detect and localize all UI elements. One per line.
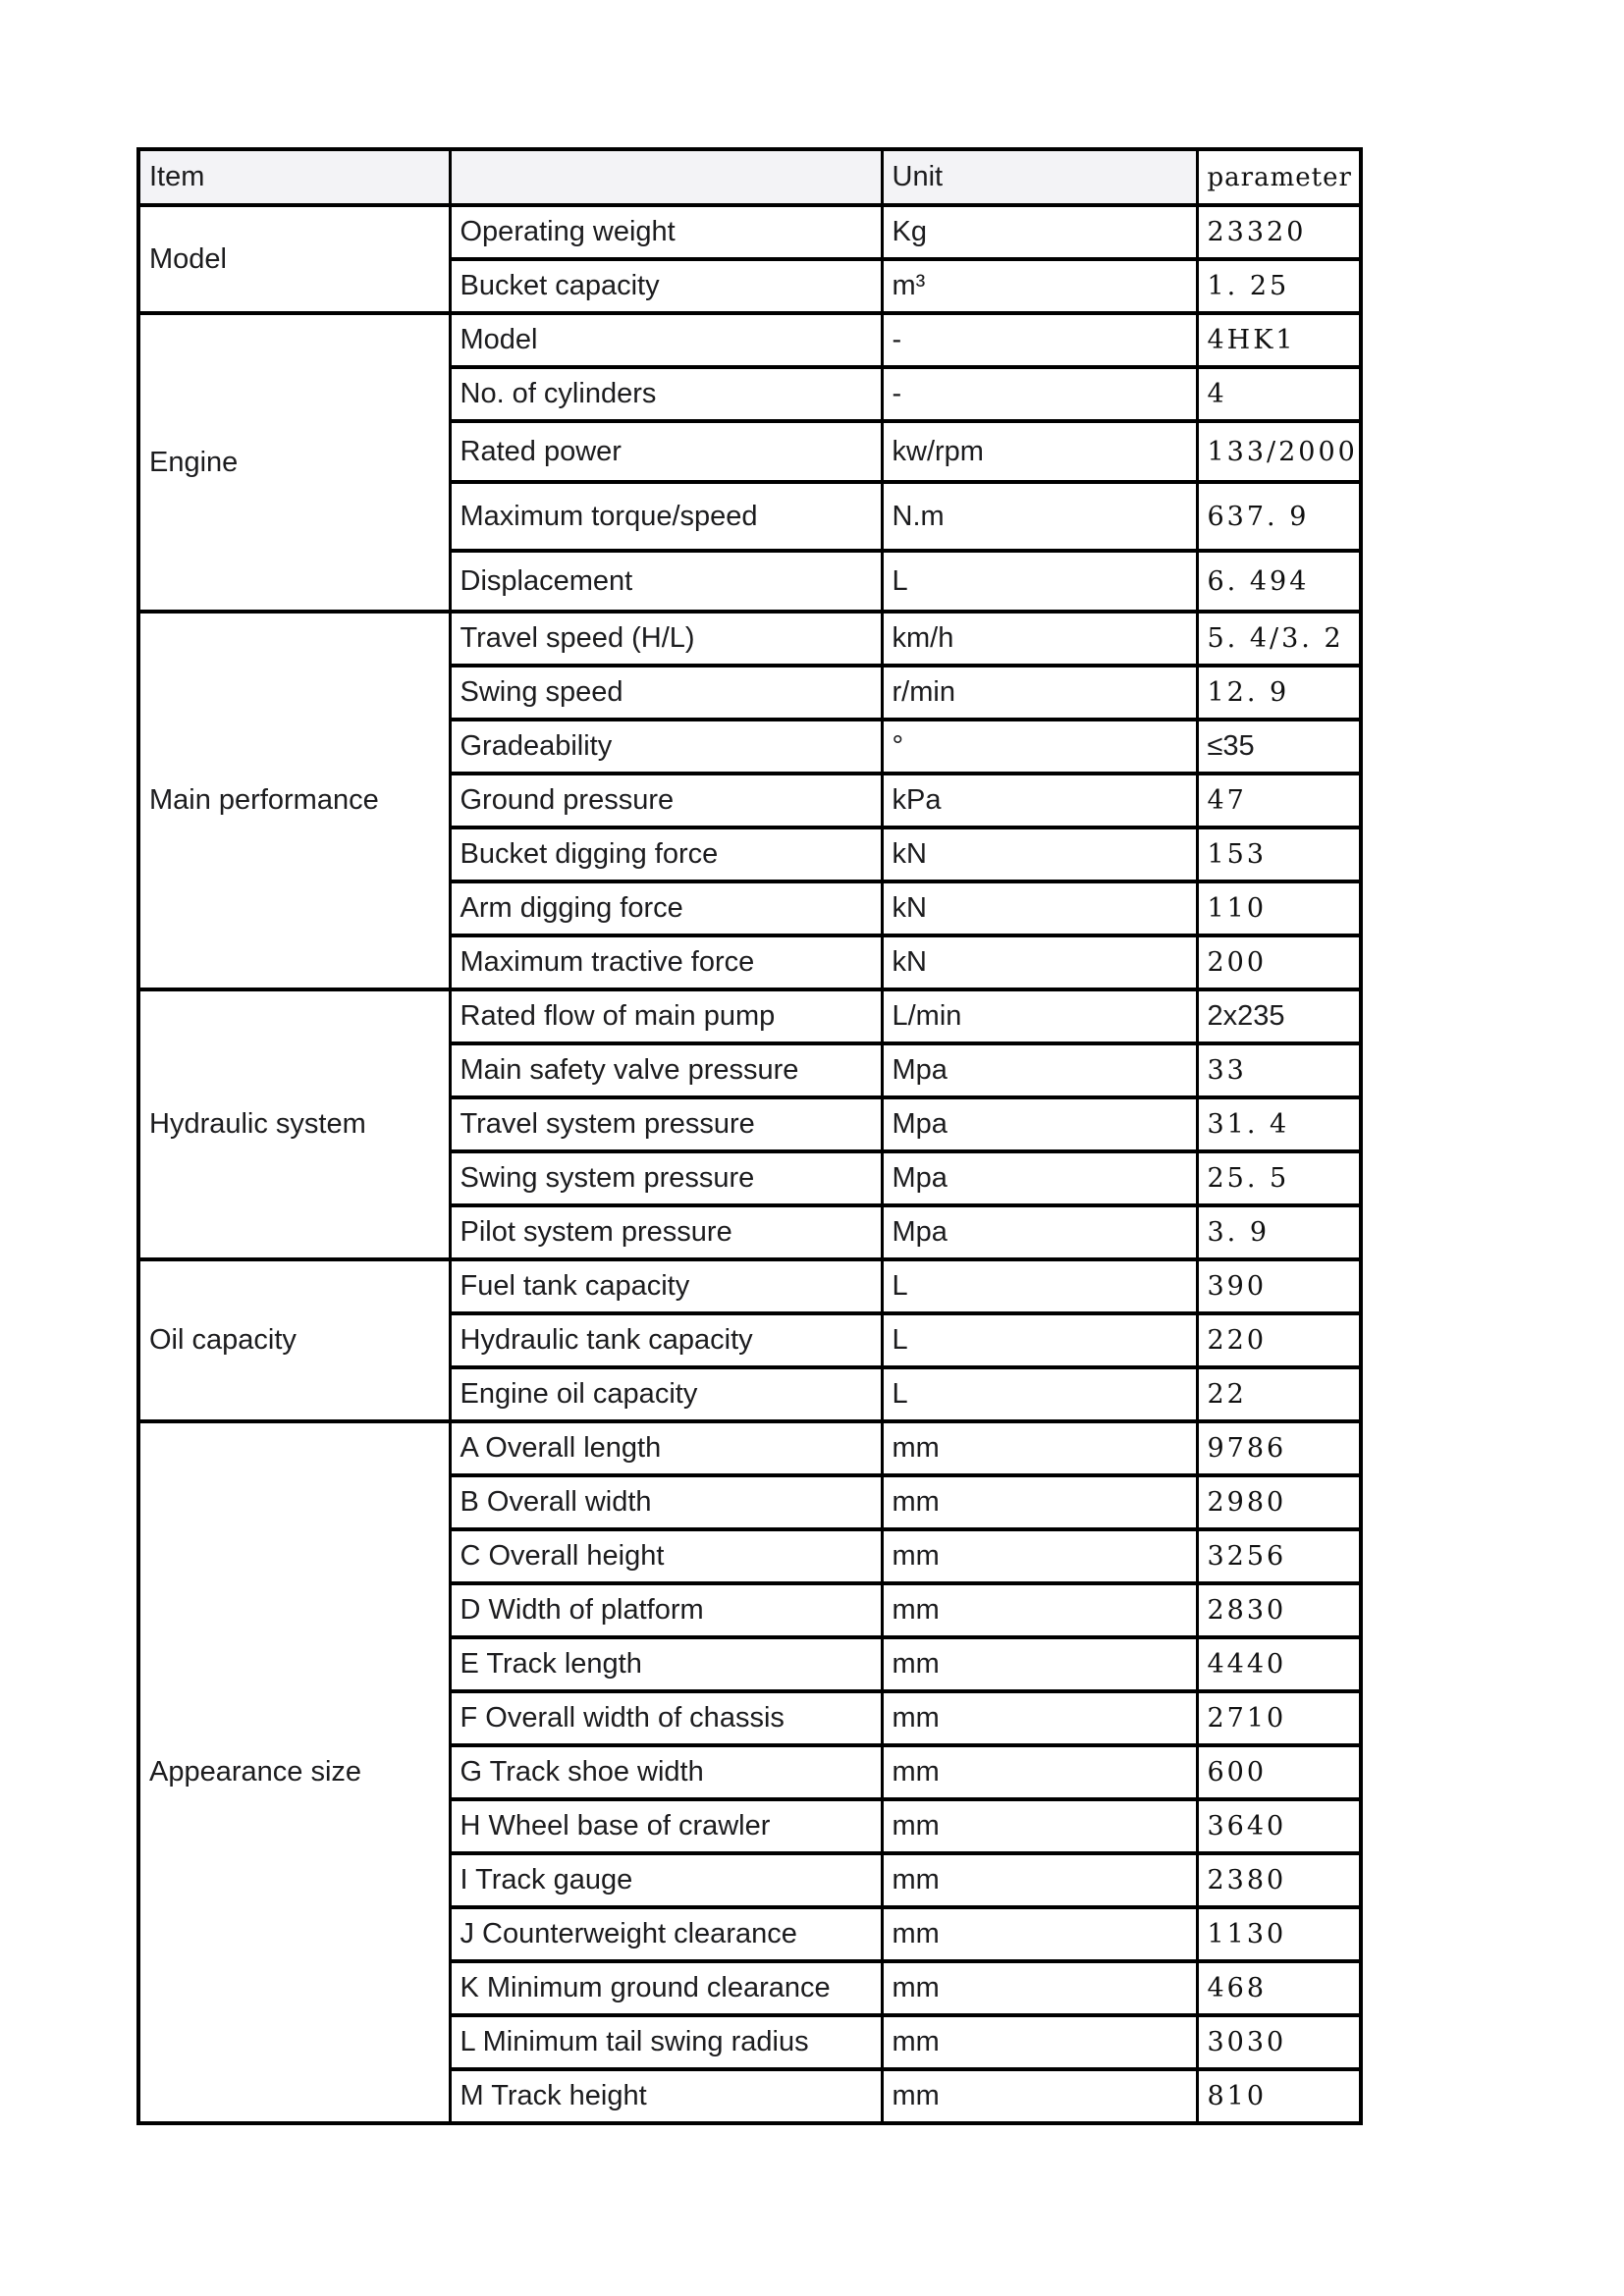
row-value: 25. 5: [1197, 1151, 1361, 1205]
row-value: 3. 9: [1197, 1205, 1361, 1259]
row-label: L Minimum tail swing radius: [450, 2015, 882, 2069]
row-unit: -: [882, 367, 1197, 421]
row-value: 2830: [1197, 1583, 1361, 1637]
row-value: 110: [1197, 881, 1361, 935]
row-label: D Width of platform: [450, 1583, 882, 1637]
section-label-main-performance: Main performance: [138, 612, 450, 989]
row-label: C Overall height: [450, 1529, 882, 1583]
col-header-item: Item: [138, 149, 450, 205]
table-row: [138, 313, 1361, 367]
row-value: 133/2000: [1197, 421, 1361, 482]
row-value: 390: [1197, 1259, 1361, 1313]
row-unit: °: [882, 720, 1197, 774]
row-label: H Wheel base of crawler: [450, 1799, 882, 1853]
section-label-model: Model: [138, 205, 450, 313]
spec-table: [136, 147, 1363, 2125]
row-unit: mm: [882, 1799, 1197, 1853]
row-label: Arm digging force: [450, 881, 882, 935]
row-unit: N.m: [882, 482, 1197, 551]
row-unit: mm: [882, 2015, 1197, 2069]
row-unit: kPa: [882, 774, 1197, 828]
row-value: 5. 4/3. 2: [1197, 612, 1361, 666]
row-label: Model: [450, 313, 882, 367]
row-label: Hydraulic tank capacity: [450, 1313, 882, 1367]
row-label: Bucket digging force: [450, 828, 882, 881]
row-value: 153: [1197, 828, 1361, 881]
row-label: Rated flow of main pump: [450, 989, 882, 1043]
row-unit: L: [882, 1367, 1197, 1421]
row-unit: mm: [882, 1961, 1197, 2015]
row-label: Main safety valve pressure: [450, 1043, 882, 1097]
row-unit: mm: [882, 2069, 1197, 2123]
row-label: Travel speed (H/L): [450, 612, 882, 666]
row-label: Maximum tractive force: [450, 935, 882, 989]
row-label: Pilot system pressure: [450, 1205, 882, 1259]
row-value: 468: [1197, 1961, 1361, 2015]
row-unit: L: [882, 1313, 1197, 1367]
row-value: 31. 4: [1197, 1097, 1361, 1151]
row-value: ≤35: [1197, 720, 1361, 774]
row-value: 810: [1197, 2069, 1361, 2123]
row-value: 200: [1197, 935, 1361, 989]
row-unit: mm: [882, 1583, 1197, 1637]
row-unit: Mpa: [882, 1043, 1197, 1097]
row-value: 2980: [1197, 1475, 1361, 1529]
row-unit: -: [882, 313, 1197, 367]
row-label: B Overall width: [450, 1475, 882, 1529]
row-value: 47: [1197, 774, 1361, 828]
row-value: 2710: [1197, 1691, 1361, 1745]
row-unit: kN: [882, 828, 1197, 881]
row-label: No. of cylinders: [450, 367, 882, 421]
row-value: 600: [1197, 1745, 1361, 1799]
row-label: Displacement: [450, 551, 882, 612]
row-label: J Counterweight clearance: [450, 1907, 882, 1961]
row-unit: L/min: [882, 989, 1197, 1043]
table-row: [138, 612, 1361, 666]
col-header-unit: Unit: [882, 149, 1197, 205]
section-label-engine: Engine: [138, 313, 450, 612]
row-value: 3030: [1197, 2015, 1361, 2069]
row-unit: mm: [882, 1907, 1197, 1961]
row-label: Swing speed: [450, 666, 882, 720]
row-label: Swing system pressure: [450, 1151, 882, 1205]
row-value: 220: [1197, 1313, 1361, 1367]
row-value: 1130: [1197, 1907, 1361, 1961]
row-value: 4: [1197, 367, 1361, 421]
table-row: [138, 1259, 1361, 1313]
row-value: 2x235: [1197, 989, 1361, 1043]
row-unit: mm: [882, 1691, 1197, 1745]
row-value: 12. 9: [1197, 666, 1361, 720]
row-unit: kN: [882, 935, 1197, 989]
row-label: Rated power: [450, 421, 882, 482]
header-row: [138, 149, 1361, 205]
row-unit: km/h: [882, 612, 1197, 666]
row-unit: mm: [882, 1529, 1197, 1583]
row-value: 33: [1197, 1043, 1361, 1097]
section-label-oil-capacity: Oil capacity: [138, 1259, 450, 1421]
row-value: 2380: [1197, 1853, 1361, 1907]
row-label: M Track height: [450, 2069, 882, 2123]
row-value: 637. 9: [1197, 482, 1361, 551]
table-row: [138, 989, 1361, 1043]
table-row: [138, 1421, 1361, 1475]
row-unit: mm: [882, 1637, 1197, 1691]
row-value: 3256: [1197, 1529, 1361, 1583]
row-label: Bucket capacity: [450, 259, 882, 313]
section-label-hydraulic-system: Hydraulic system: [138, 989, 450, 1259]
row-label: A Overall length: [450, 1421, 882, 1475]
row-label: G Track shoe width: [450, 1745, 882, 1799]
row-unit: Kg: [882, 205, 1197, 259]
row-label: I Track gauge: [450, 1853, 882, 1907]
row-unit: Mpa: [882, 1097, 1197, 1151]
table-row: [138, 205, 1361, 259]
row-value: 3640: [1197, 1799, 1361, 1853]
row-unit: mm: [882, 1475, 1197, 1529]
row-label: Operating weight: [450, 205, 882, 259]
row-label: F Overall width of chassis: [450, 1691, 882, 1745]
row-value: 1. 25: [1197, 259, 1361, 313]
row-unit: Mpa: [882, 1151, 1197, 1205]
row-label: Maximum torque/speed: [450, 482, 882, 551]
row-unit: Mpa: [882, 1205, 1197, 1259]
row-value: 9786: [1197, 1421, 1361, 1475]
row-label: Travel system pressure: [450, 1097, 882, 1151]
row-value: 23320: [1197, 205, 1361, 259]
row-value: 4HK1: [1197, 313, 1361, 367]
section-label-appearance-size: Appearance size: [138, 1421, 450, 2123]
row-label: Fuel tank capacity: [450, 1259, 882, 1313]
row-unit: kN: [882, 881, 1197, 935]
row-unit: L: [882, 551, 1197, 612]
row-value: 6. 494: [1197, 551, 1361, 612]
col-header-sub-item: [450, 149, 882, 205]
row-unit: mm: [882, 1745, 1197, 1799]
row-unit: kw/rpm: [882, 421, 1197, 482]
col-header-parameter: parameter: [1197, 149, 1361, 205]
row-label: E Track length: [450, 1637, 882, 1691]
row-value: 4440: [1197, 1637, 1361, 1691]
row-unit: r/min: [882, 666, 1197, 720]
row-label: Ground pressure: [450, 774, 882, 828]
row-value: 22: [1197, 1367, 1361, 1421]
row-unit: mm: [882, 1421, 1197, 1475]
row-unit: L: [882, 1259, 1197, 1313]
row-label: Engine oil capacity: [450, 1367, 882, 1421]
row-label: Gradeability: [450, 720, 882, 774]
row-unit: m³: [882, 259, 1197, 313]
row-label: K Minimum ground clearance: [450, 1961, 882, 2015]
row-unit: mm: [882, 1853, 1197, 1907]
